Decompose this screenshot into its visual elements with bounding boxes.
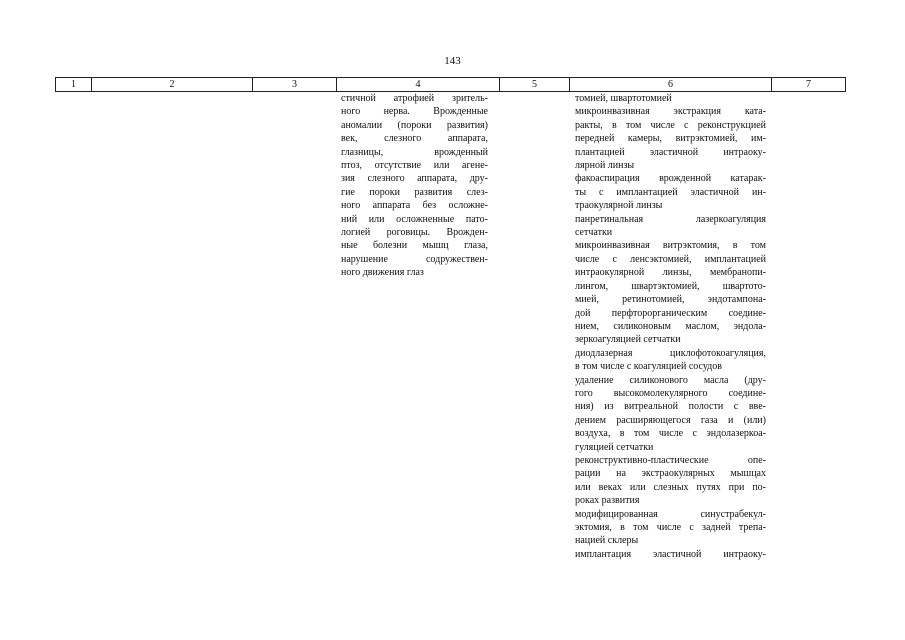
treatment-method-line: диодлазерная циклофотокоагуляция, bbox=[575, 347, 766, 359]
treatment-method-line: в том числе с коагуляцией сосудов bbox=[575, 361, 722, 373]
diagnosis-line: ного движения глаз bbox=[341, 267, 424, 279]
treatment-method-line: числе с ленсэктомией, имплантацией bbox=[575, 253, 766, 265]
treatment-method-line: модифицированная синустрабекул- bbox=[575, 508, 766, 520]
treatment-method-line: микроинвазивная экстракция ката- bbox=[575, 106, 766, 118]
treatment-method-line: эктомия, в том числе с задней трепа- bbox=[575, 522, 766, 533]
treatment-method-line: плантацией эластичной интраоку- bbox=[575, 146, 766, 158]
header-col-4: 4 bbox=[336, 78, 499, 91]
treatment-method-entry bbox=[575, 239, 766, 346]
treatment-method-line: реконструктивно-пластические опе- bbox=[575, 454, 766, 466]
treatment-method-entry bbox=[575, 172, 766, 212]
treatment-method-line: зеркоагуляцией сетчатки bbox=[575, 334, 681, 346]
treatment-method-line: факоаспирация врожденной катарак- bbox=[575, 173, 766, 185]
diagnosis-line: ного нерва. Врожденные bbox=[341, 106, 488, 118]
table-header-row bbox=[55, 77, 846, 92]
treatment-method-line: микроинвазивная витрэктомия, в том bbox=[575, 240, 766, 252]
header-col-1: 1 bbox=[55, 78, 91, 91]
treatment-method-entry bbox=[575, 454, 766, 508]
treatment-method-line: гуляцией сетчатки bbox=[575, 441, 654, 453]
header-col-7: 7 bbox=[771, 78, 846, 91]
treatment-method-line: дением расширяющегося газа и (или) bbox=[575, 414, 766, 426]
treatment-method-line: роках развития bbox=[575, 495, 640, 507]
diagnosis-line: стичной атрофией зритель- bbox=[341, 93, 488, 104]
diagnosis-line: ные болезни мышц глаза, bbox=[341, 240, 488, 252]
treatment-method-line: лингом, швартэктомией, швартото- bbox=[575, 280, 766, 292]
diagnosis-column bbox=[341, 92, 488, 280]
header-col-3: 3 bbox=[252, 78, 336, 91]
treatment-method-line: передней камеры, витрэктомией, им- bbox=[575, 133, 766, 145]
treatment-method-line: или веках или слезных путях при по- bbox=[575, 481, 766, 493]
treatment-method-line: воздуха, в том числе с эндолазеркоа- bbox=[575, 428, 766, 440]
treatment-method-line: нацией склеры bbox=[575, 535, 639, 547]
treatment-method-line: нием, силиконовым маслом, эндола- bbox=[575, 320, 766, 332]
treatment-method-line: панретинальная лазеркоагуляция bbox=[575, 213, 766, 225]
treatment-method-line: сетчатки bbox=[575, 227, 613, 239]
treatment-methods-column bbox=[575, 92, 766, 561]
header-col-2: 2 bbox=[91, 78, 252, 91]
treatment-method-entry bbox=[575, 105, 766, 172]
diagnosis-line: ного аппарата без осложне- bbox=[341, 200, 488, 212]
treatment-method-line: мией, ретинотомией, эндотампона- bbox=[575, 294, 766, 306]
treatment-method-line: рации на экстраокулярных мышцах bbox=[575, 468, 766, 480]
diagnosis-line: ний или осложненные пато- bbox=[341, 213, 488, 225]
diagnosis-line: птоз, отсутствие или агене- bbox=[341, 160, 488, 172]
treatment-method-entry bbox=[575, 374, 766, 454]
page-number: 143 bbox=[444, 55, 461, 67]
treatment-method-entry bbox=[575, 548, 766, 561]
treatment-method-entry bbox=[575, 92, 766, 105]
diagnosis-line: зия слезного аппарата, дру- bbox=[341, 173, 488, 185]
header-col-6: 6 bbox=[569, 78, 771, 91]
treatment-method-line: удаление силиконового масла (дру- bbox=[575, 374, 766, 386]
treatment-method-line: дой перфторорганическим соедине- bbox=[575, 307, 766, 319]
diagnosis-line: гие пороки развития слез- bbox=[341, 186, 488, 198]
treatment-method-line: траокулярной линзы bbox=[575, 200, 663, 212]
diagnosis-line: век, слезного аппарата, bbox=[341, 133, 488, 145]
treatment-method-line: томией, швартотомией bbox=[575, 93, 672, 104]
treatment-method-line: ния) из витреальной полости с вве- bbox=[575, 401, 766, 413]
header-col-5: 5 bbox=[499, 78, 569, 91]
treatment-method-line: интраокулярной линзы, мембранопи- bbox=[575, 267, 766, 279]
treatment-method-entry bbox=[575, 347, 766, 374]
diagnosis-line: нарушение содружествен- bbox=[341, 253, 488, 265]
treatment-method-entry bbox=[575, 213, 766, 240]
treatment-method-line: лярной линзы bbox=[575, 160, 635, 172]
treatment-method-line: ракты, в том числе с реконструкцией bbox=[575, 119, 766, 131]
diagnosis-line: аномалии (пороки развития) bbox=[341, 119, 488, 131]
diagnosis-line: глазницы, врожденный bbox=[341, 146, 488, 158]
diagnosis-line: логией роговицы. Врожден- bbox=[341, 227, 488, 239]
treatment-method-line: гого высокомолекулярного соедине- bbox=[575, 387, 766, 399]
treatment-method-line: ты с имплантацией эластичной ин- bbox=[575, 186, 766, 198]
treatment-method-entry bbox=[575, 508, 766, 548]
treatment-method-line: имплантация эластичной интраоку- bbox=[575, 548, 766, 560]
